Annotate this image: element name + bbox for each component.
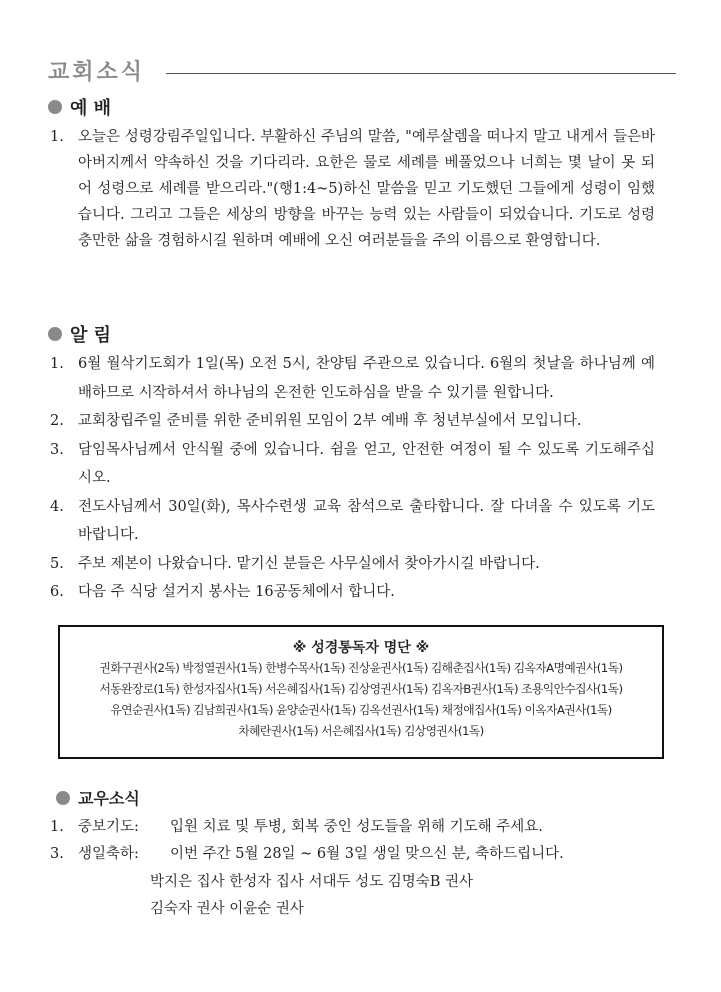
item-number: 6. xyxy=(50,584,64,600)
title-divider xyxy=(166,73,676,74)
bullet-icon xyxy=(48,327,62,341)
list-item xyxy=(50,550,655,579)
item-number: 3. xyxy=(50,441,64,458)
list-item xyxy=(50,841,655,868)
members-heading xyxy=(56,786,140,809)
item-number: 3. xyxy=(50,846,64,862)
list-item xyxy=(50,350,655,407)
bible-readers-line: 차혜란권사(1독) 서은혜집사(1독) 김상영권사(1독) xyxy=(238,724,484,738)
bible-readers-title: ※ 성경통독자 명단 ※ xyxy=(292,640,430,656)
item-text: 담임목사님께서 안식월 중에 있습니다. 쉼을 얻고, 안전한 여정이 될 수 있도록 기도해주십시오. xyxy=(78,441,655,486)
item-number: 2. xyxy=(50,413,64,429)
item-text: 이번 주간 5월 28일 ~ 6월 3일 생일 맞으신 분, 축하드립니다. xyxy=(170,846,564,862)
list-item xyxy=(50,407,655,436)
notices-heading-label: 알 림 xyxy=(70,325,112,346)
list-item xyxy=(50,436,655,493)
item-text: 6월 월삭기도회가 1일(목) 오전 5시, 찬양팀 주관으로 있습니다. 6월의 첫날을 하나님께 예배하므로 시작하셔서 하나님의 온전한 인도하심을 받을 수 있기를 원합니다. xyxy=(78,356,655,401)
birthday-names-line: 박지은 집사 한성자 집사 서대두 성도 김명숙B 권사 xyxy=(150,874,474,890)
item-text: 주보 제본이 나왔습니다. 맡기신 분들은 사무실에서 찾아가시길 바랍니다. xyxy=(78,555,540,572)
worship-heading-label: 예 배 xyxy=(70,98,112,119)
item-number: 1. xyxy=(50,356,64,372)
bible-readers-line: 유연순권사(1독) 김남희권사(1독) 윤양순권사(1독) 김옥선권사(1독) 채정애집사(1독) 이옥자A권사(1독) xyxy=(110,703,612,717)
item-text: 다음 주 식당 설거지 봉사는 16공동체에서 합니다. xyxy=(78,584,395,600)
item-number: 1. xyxy=(50,129,64,145)
worship-list xyxy=(50,124,655,254)
item-text: 전도사님께서 30일(화), 목사수련생 교육 참석으로 출타합니다. 잘 다녀올 수 있도록 기도 바랍니다. xyxy=(78,498,655,543)
bible-readers-line: 서동완장로(1독) 한성자집사(1독) 서은혜집사(1독) 김상영권사(1독) 김옥자B권사(1독) 조용익안수집사(1독) xyxy=(99,682,623,696)
members-heading-label: 교우소식 xyxy=(78,789,140,808)
list-item xyxy=(50,814,655,841)
bible-readers-box xyxy=(58,625,664,759)
members-list xyxy=(50,814,655,868)
worship-heading xyxy=(48,94,111,120)
item-text: 교회창립주일 준비를 위한 준비위원 모임이 2부 예배 후 청년부실에서 모입니다. xyxy=(78,413,582,429)
list-item xyxy=(50,124,655,254)
item-number: 1. xyxy=(50,819,64,835)
item-label: 중보기도: xyxy=(78,819,139,835)
item-text: 오늘은 성령강림주일입니다. 부활하신 주님의 말씀, "예루살렘을 떠나지 말고 내게서 들은바 아버지께서 약속하신 것을 기다리라. 요한은 물로 세례를 베풀었으나 너희는 몇 날이 못 되어 성령으로 세례를 받으리라."(행1:4~5)하신 말씀을 믿고 기도했던 그들에게 성령이 임했습니다. 그리고 그들은 세상의 방향을 바꾸는 능력 있는 사람들이 되었습니다. 기도로 성령 충만한 삶을 경험하시길 원하며 예배에 오신 여러분들을 주의 이름으로 환영합니다. xyxy=(78,129,655,249)
list-item xyxy=(50,578,655,607)
item-label: 생일축하: xyxy=(78,846,139,862)
bible-readers-line: 권화구권사(2독) 박정열권사(1독) 한병수목사(1독) 진상윤권사(1독) 김해춘집사(1독) 김옥자A명예권사(1독) xyxy=(99,661,623,675)
notices-list xyxy=(50,350,655,607)
page-title: 교회소식 xyxy=(48,60,146,85)
birthday-names-line: 김숙자 권사 이윤순 권사 xyxy=(150,901,304,917)
bullet-icon xyxy=(56,791,70,805)
item-number: 4. xyxy=(50,498,64,515)
item-text: 입원 치료 및 투병, 회복 중인 성도들을 위해 기도해 주세요. xyxy=(170,819,543,835)
list-item xyxy=(50,493,655,550)
notices-heading xyxy=(48,321,111,347)
item-number: 5. xyxy=(50,555,64,572)
bullet-icon xyxy=(48,100,62,114)
